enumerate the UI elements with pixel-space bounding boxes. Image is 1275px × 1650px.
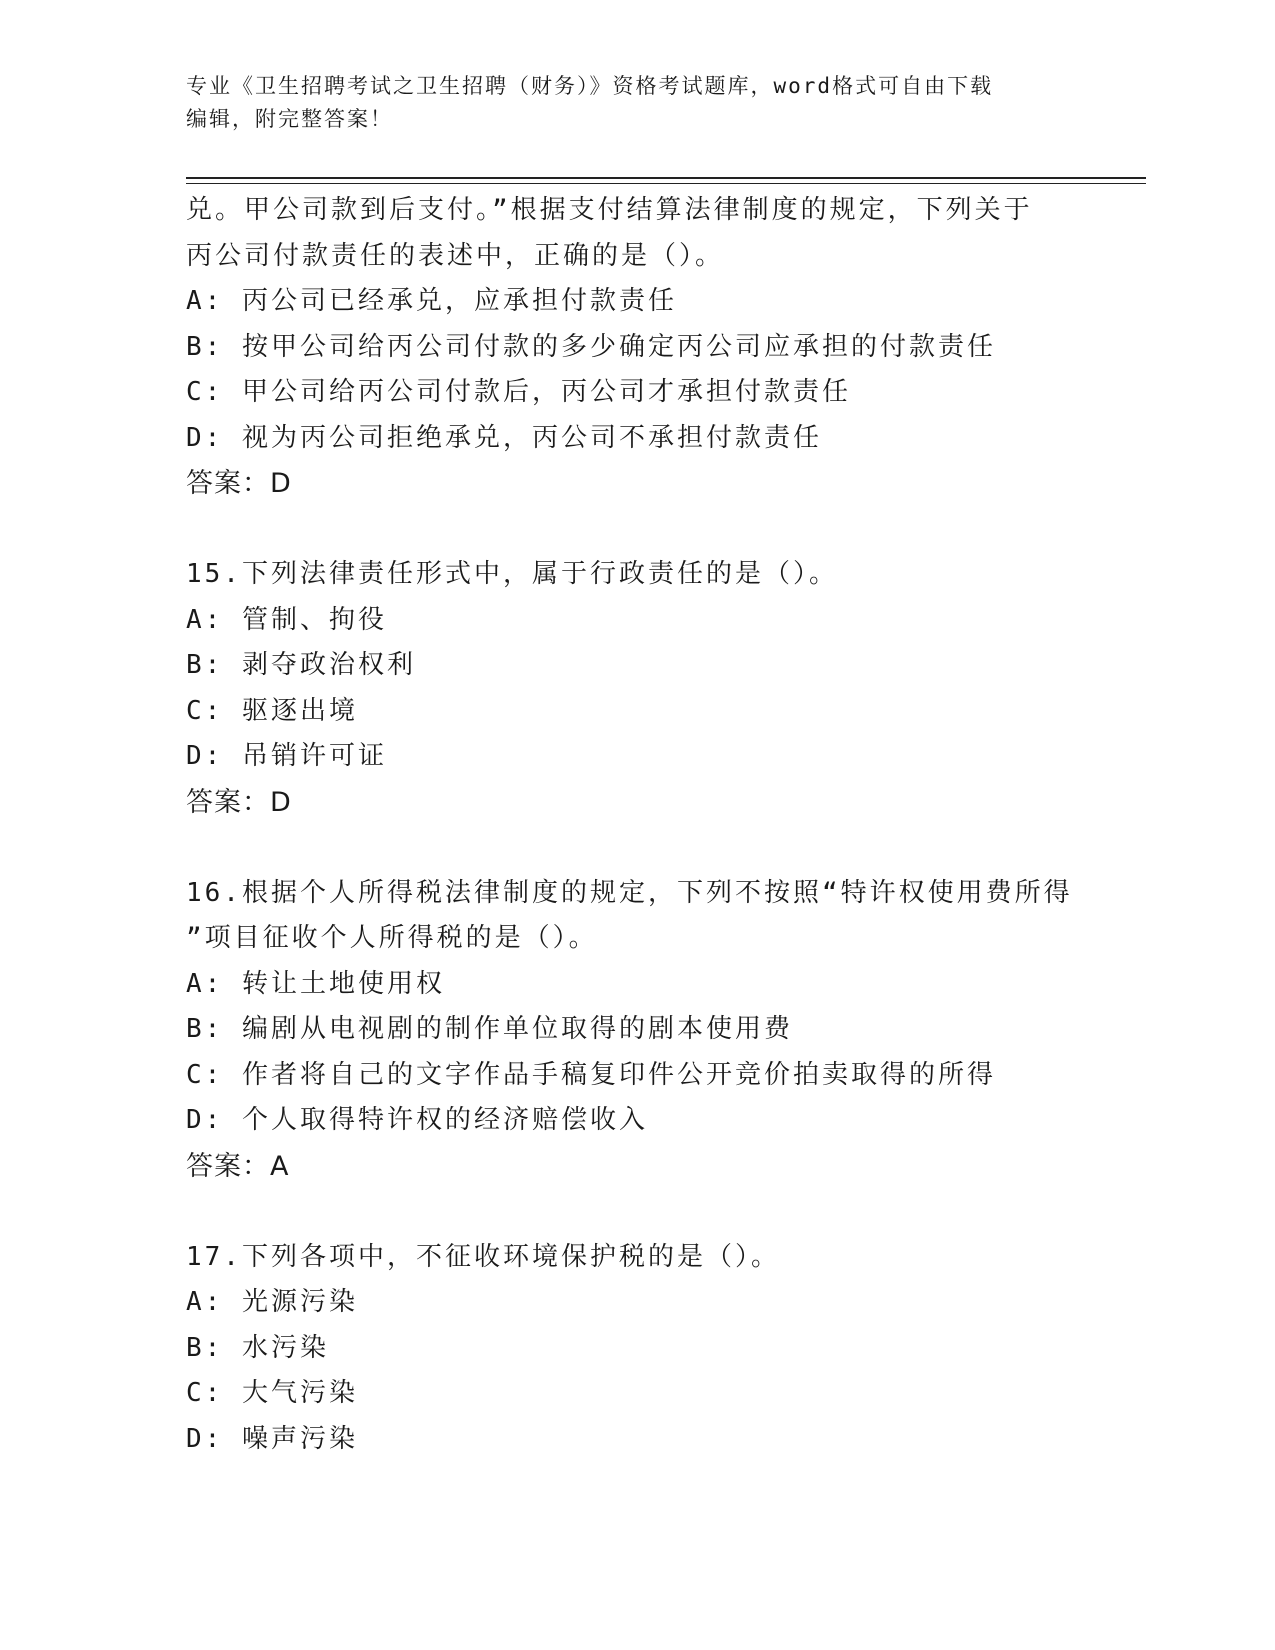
question-text: 16.根据个人所得税法律制度的规定，下列不按照“特许权使用费所得 [186,877,1073,908]
option-a: A: 管制、拘役 [186,604,387,635]
question-text: ”项目征收个人所得税的是（）。 [186,923,598,953]
question-16 [186,871,1086,1190]
answer: 答案：A [186,1150,290,1182]
question-text: 兑。甲公司款到后支付。”根据支付结算法律制度的规定，下列关于 [186,195,1033,225]
question-text: 15.下列法律责任形式中，属于行政责任的是（）。 [186,559,838,589]
option-d: D: 视为丙公司拒绝承兑，丙公司不承担付款责任 [186,422,822,453]
option-d: D: 个人取得特许权的经济赔偿收入 [186,1105,648,1135]
question-text: 丙公司付款责任的表述中，正确的是（）。 [186,240,725,271]
option-c: C: 甲公司给丙公司付款后，丙公司才承担付款责任 [186,377,851,407]
document-header [186,70,1066,136]
option-b: B: 剥夺政治权利 [186,650,416,680]
option-c: C: 驱逐出境 [186,695,358,726]
option-b: B: 按甲公司给丙公司付款的多少确定丙公司应承担的付款责任 [186,331,996,362]
option-b: B: 水污染 [186,1332,329,1363]
header-line-2: 编辑，附完整答案！ [186,107,393,131]
option-b: B: 编剧从电视剧的制作单位取得的剧本使用费 [186,1014,793,1044]
option-a: A: 转让土地使用权 [186,968,445,999]
option-c: C: 作者将自己的文字作品手稿复印件公开竞价拍卖取得的所得 [186,1059,996,1090]
question-text: 17.下列各项中，不征收环境保护税的是（）。 [186,1241,780,1272]
option-c: C: 大气污染 [186,1378,358,1408]
option-d: D: 噪声污染 [186,1423,358,1454]
question-14-continuation [186,188,1086,507]
answer: 答案：D [186,786,292,818]
document-body [186,188,1086,1462]
header-rule-thick [186,177,1146,179]
header-line-1: 专业《卫生招聘考试之卫生招聘（财务）》资格考试题库，word格式可自由下载 [186,74,994,98]
option-a: A: 光源污染 [186,1287,358,1317]
option-d: D: 吊销许可证 [186,741,387,771]
option-a: A: 丙公司已经承兑，应承担付款责任 [186,286,677,316]
question-17 [186,1235,1086,1463]
answer: 答案：D [186,468,292,499]
header-rule-thin [186,183,1146,184]
question-15 [186,552,1086,825]
